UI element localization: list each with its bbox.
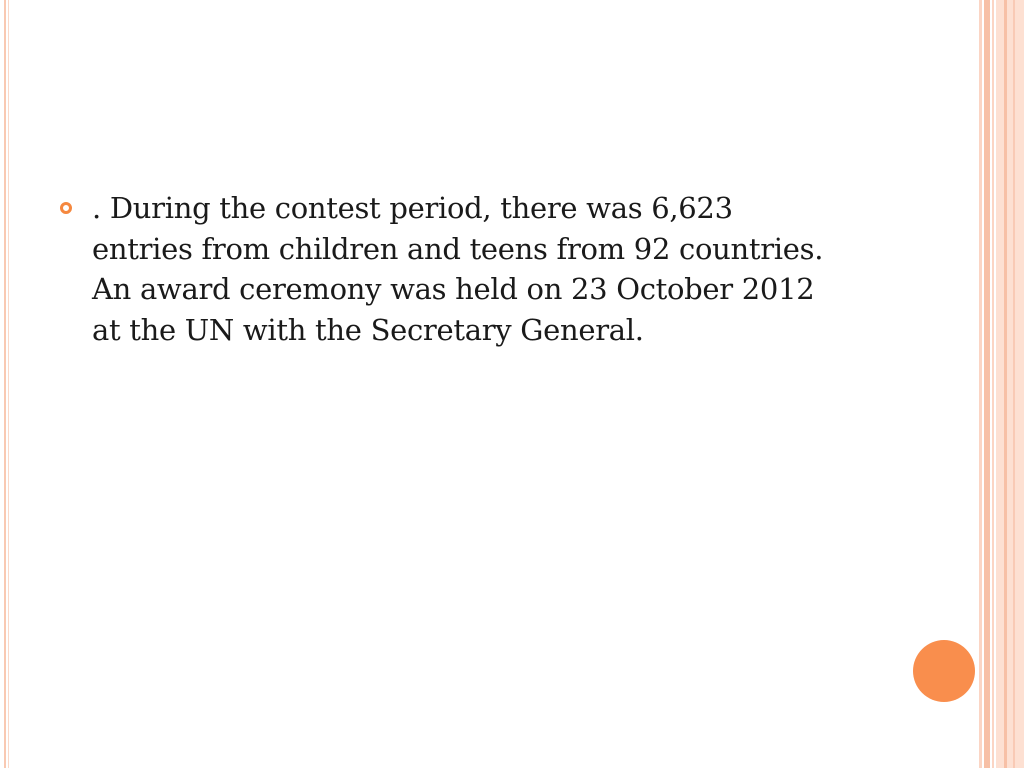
slide-body (60, 188, 840, 350)
right-border-stripe (992, 0, 994, 768)
bullet-text: . During the contest period, there was 6,623 entries from children and teens from 92 countries. An award ceremony was held on 23 October 2012 at the UN with the Secretary General. (92, 191, 824, 347)
decorative-circle (913, 640, 975, 702)
right-border-band (996, 0, 1024, 768)
bullet-circle-icon (60, 202, 72, 214)
right-border-stripe (1004, 0, 1007, 768)
left-border-line-inner (8, 0, 9, 768)
left-border-line (4, 0, 6, 768)
bullet-item (60, 188, 840, 350)
right-border-stripe (984, 0, 990, 768)
right-border-stripe (1013, 0, 1015, 768)
right-border-stripe (979, 0, 982, 768)
